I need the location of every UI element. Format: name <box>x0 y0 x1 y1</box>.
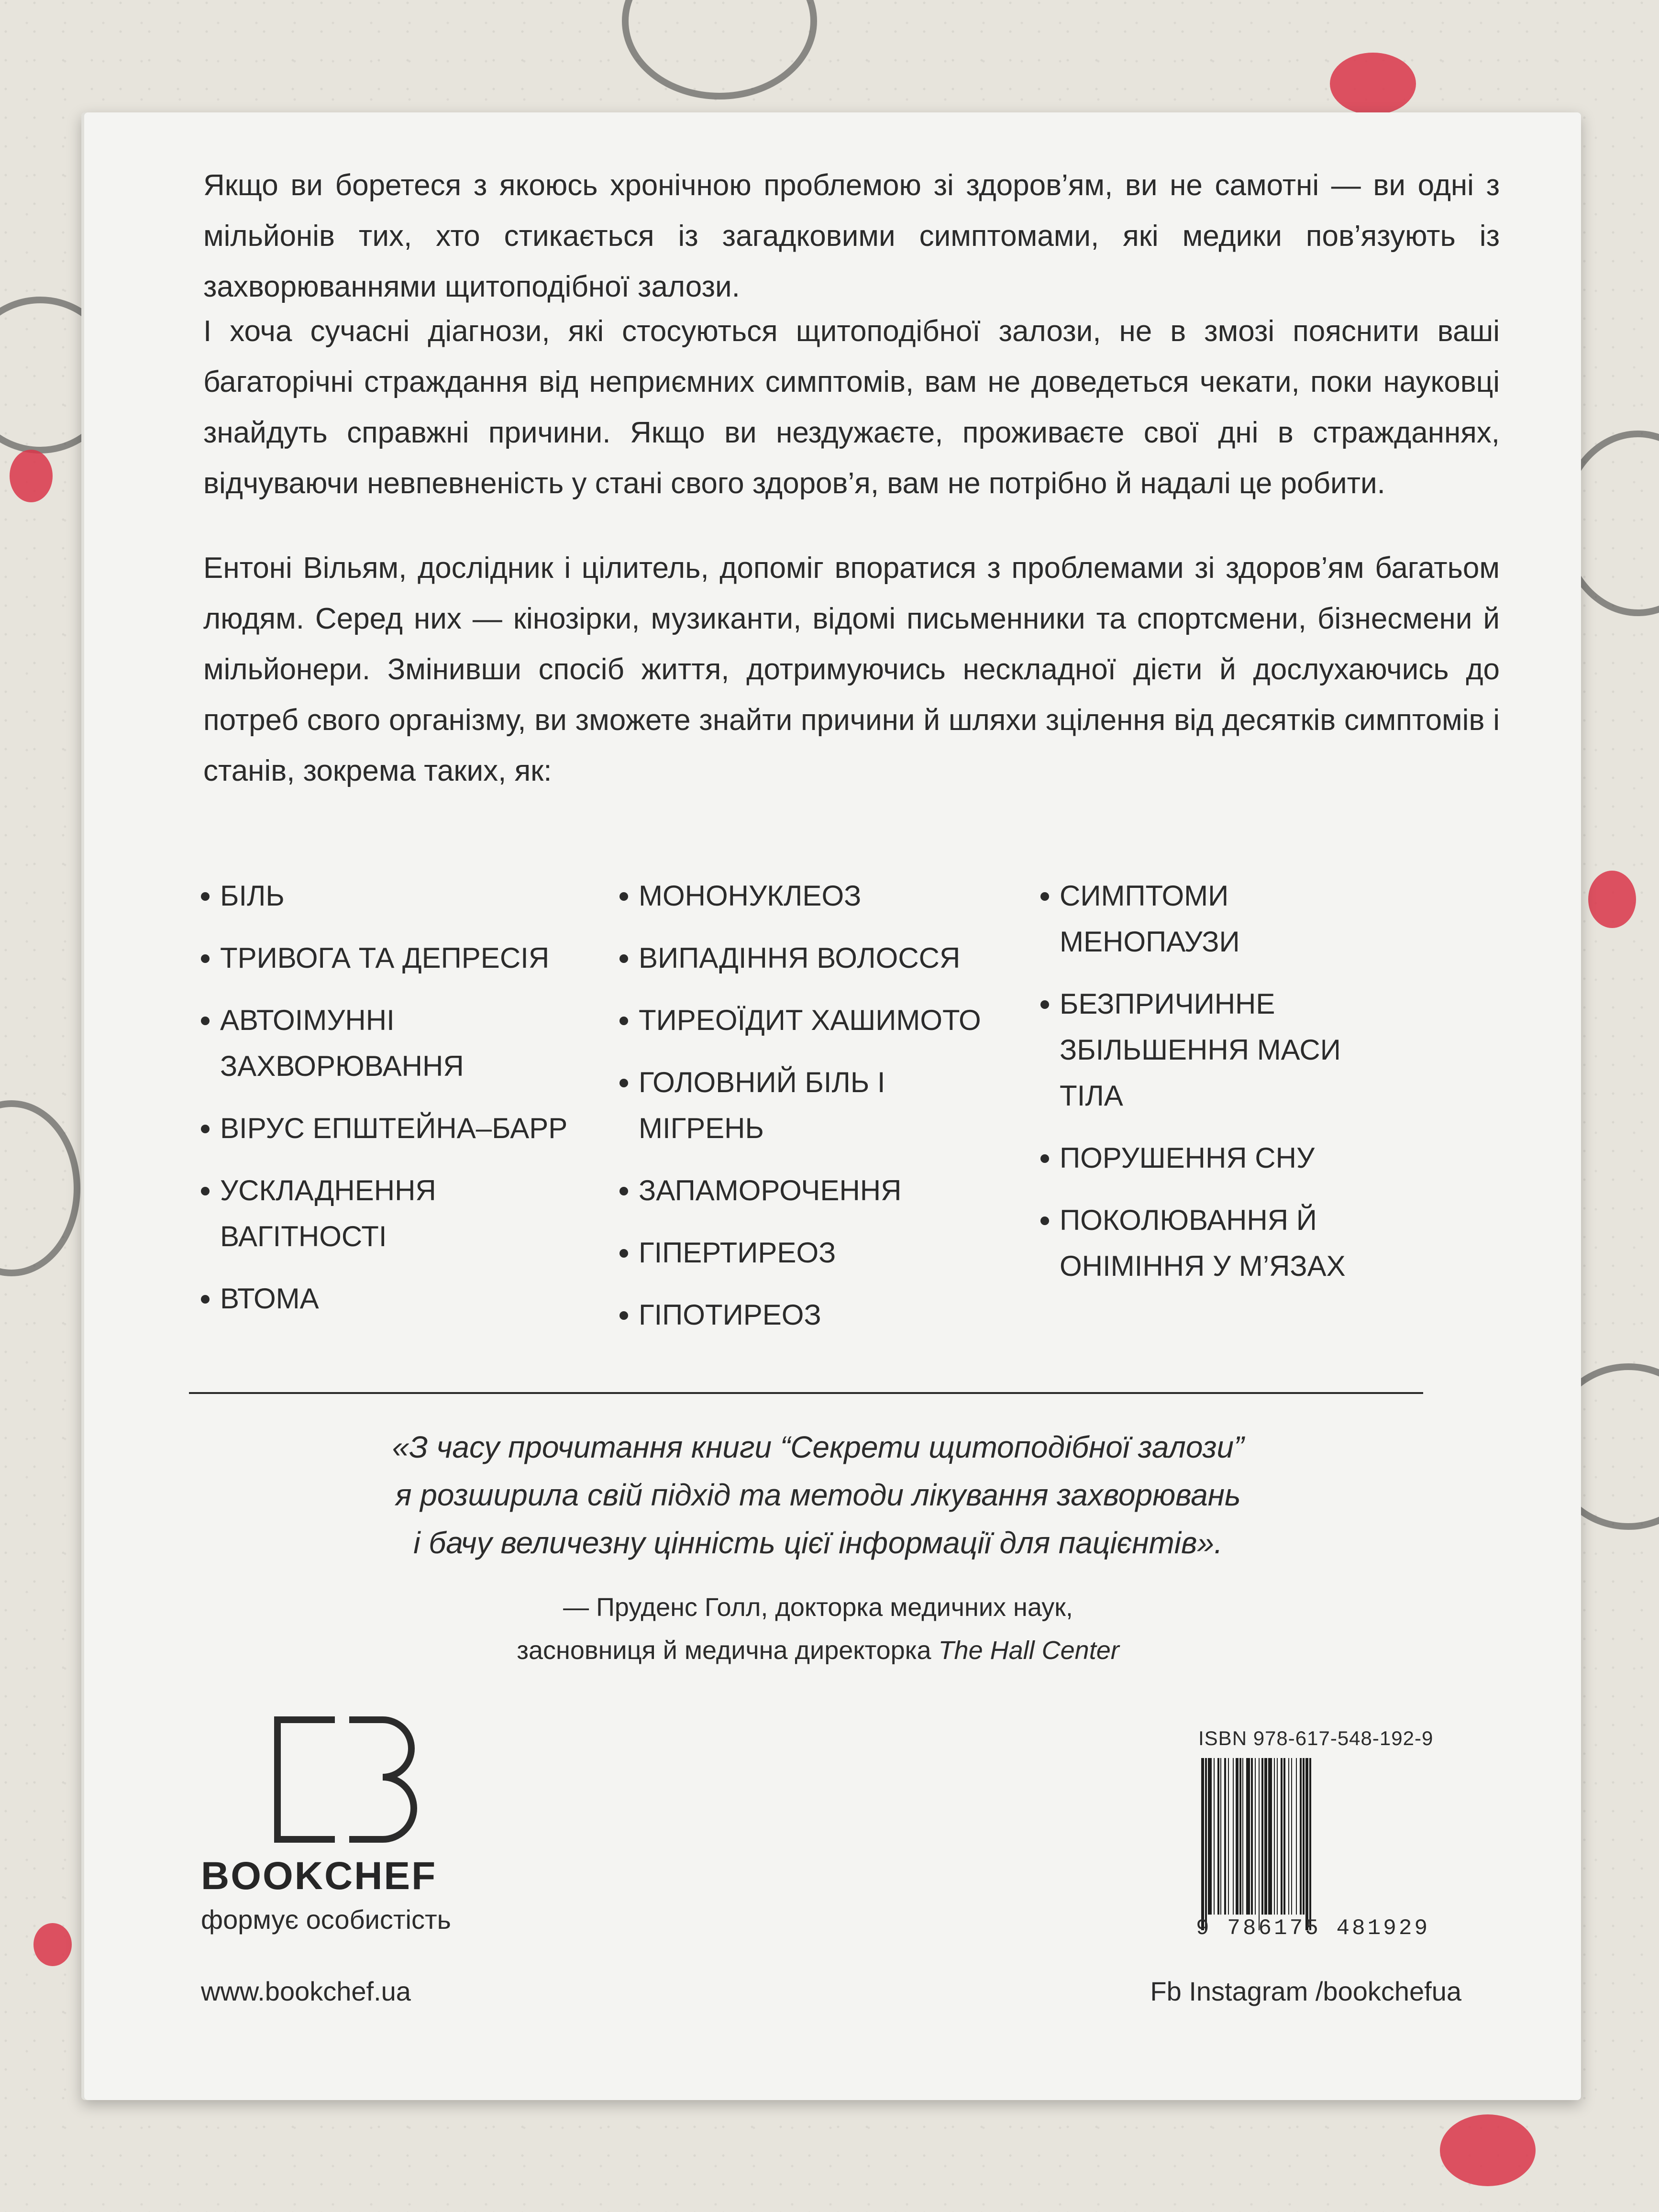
publisher-website: www.bookchef.ua <box>201 1976 411 2006</box>
list-item: СИМПТОМИ МЕНОПАУЗИ <box>1040 873 1289 965</box>
doodle-circle <box>0 1100 80 1276</box>
quote-attribution <box>201 1586 1435 1672</box>
intro-paragraph: Якщо ви боретеся з якоюсь хронічною проблемою зі здоров’ям, ви не самотні — ви одні з мільйонів тих, хто стикається із загадковими симптомами, які медики пов’язують із захворюваннями щитоподібної залози. <box>203 169 1500 303</box>
list-item: ВИПАДІННЯ ВОЛОССЯ <box>619 935 1050 981</box>
list-item: ГІПЕРТИРЕОЗ <box>619 1230 1050 1276</box>
list-item: ГОЛОВНИЙ БІЛЬ І МІГРЕНЬ <box>619 1060 887 1151</box>
book-back-cover <box>81 112 1581 2100</box>
red-dot <box>33 1923 72 1966</box>
symptom-list-column-2 <box>619 873 1050 1354</box>
barcode-bar <box>1236 1758 1239 1914</box>
quote-role: засновниця й медична директорка <box>517 1636 931 1665</box>
symptom-list-column-3 <box>1040 873 1471 1305</box>
barcode-digits: 9 786175 481929 <box>1196 1916 1430 1941</box>
list-item: ТИРЕОЇДИТ ХАШИМОТО <box>619 997 1050 1043</box>
list-item: ВІРУС ЕПШТЕЙНА–БАРР <box>201 1106 631 1151</box>
list-item: ТРИВОГА ТА ДЕПРЕСІЯ <box>201 935 631 981</box>
quote-author: — Пруденс Голл, докторка медичних наук, <box>563 1593 1073 1622</box>
barcode-icon <box>1198 1758 1466 1930</box>
red-dot <box>1330 53 1416 115</box>
barcode-bar <box>1309 1758 1311 1930</box>
barcode-bar <box>1268 1758 1272 1914</box>
doodle-circle <box>622 0 817 100</box>
list-item: МОНОНУКЛЕОЗ <box>619 873 1050 919</box>
barcode-bar <box>1239 1758 1241 1914</box>
barcode-bar <box>1228 1758 1229 1914</box>
list-item: АВТОІМУННІ ЗАХВОРЮВАННЯ <box>201 997 469 1089</box>
list-item: БЕЗПРИЧИННЕ ЗБІЛЬШЕННЯ МАСИ ТІЛА <box>1040 981 1385 1119</box>
list-item: УСКЛАДНЕННЯ ВАГІТНОСТІ <box>201 1168 469 1260</box>
author-paragraph: Ентоні Вільям, дослідник і цілитель, допоміг впоратися з проблемами зі здоров’ям багатьом людям. Серед них — кінозірки, музиканти, відомі письменники та спортсмени, бізнесмени й мільйонери. Змінивши спосіб життя, дотримуючись нескладної дієти й дослухаючись до потреб свого організму, ви зможете знайти причини й шляхи зцілення від десятків симптомів і станів, зокрема таких, як: <box>203 552 1500 787</box>
barcode-bar <box>1274 1758 1275 1914</box>
publisher-social: Fb Instagram /bookchefua <box>1150 1976 1461 2006</box>
barcode-bar <box>1288 1758 1289 1914</box>
list-item: БІЛЬ <box>201 873 631 919</box>
barcode-bar <box>1281 1758 1283 1914</box>
symptom-list-column-1 <box>201 873 631 1338</box>
red-dot <box>1588 871 1636 928</box>
isbn-label: ISBN 978-617-548-192-9 <box>1198 1727 1434 1749</box>
barcode-bar <box>1264 1758 1267 1914</box>
barcode-bar <box>1251 1758 1253 1914</box>
list-item: ПОКОЛЮВАННЯ Й ОНІМІННЯ У М’ЯЗАХ <box>1040 1197 1423 1289</box>
barcode-bar <box>1220 1758 1221 1914</box>
quote-line: «З часу прочитання книги “Секрети щитоподібної залози” <box>392 1430 1244 1464</box>
bookchef-logo-icon <box>273 1715 426 1844</box>
quote-line: і бачу величезну цінність цієї інформації для пацієнтів». <box>413 1526 1223 1560</box>
barcode-bar <box>1291 1758 1292 1914</box>
barcode-bar <box>1246 1758 1250 1914</box>
red-dot <box>10 450 53 502</box>
barcode-bar <box>1259 1758 1260 1930</box>
barcode-bar <box>1261 1758 1263 1914</box>
barcode-bar <box>1224 1758 1226 1914</box>
barcode-bar <box>1205 1758 1207 1930</box>
list-item: ПОРУШЕННЯ СНУ <box>1040 1135 1471 1181</box>
barcode-bar <box>1277 1758 1278 1914</box>
barcode-bar <box>1214 1758 1215 1914</box>
barcode-bar <box>1300 1758 1302 1914</box>
barcode-bar <box>1296 1758 1297 1914</box>
barcode-bar <box>1283 1758 1285 1914</box>
barcode-bar <box>1255 1758 1256 1914</box>
red-dot <box>1440 2114 1536 2186</box>
testimonial-quote <box>201 1423 1435 1567</box>
barcode-bar <box>1208 1758 1212 1914</box>
quote-line: я розширила свій підхід та методи лікування захворювань <box>395 1478 1241 1512</box>
divider <box>189 1392 1423 1394</box>
list-item: ГІПОТИРЕОЗ <box>619 1292 1050 1338</box>
diagnosis-paragraph: І хоча сучасні діагнози, які стосуються щитоподібної залози, не в змозі пояснити ваші багаторічні страждання від неприємних симптомів, вам не доведеться чекати, поки науковці знайдуть справжні причини. Якщо ви нездужаєте, проживаєте свої дні в стражданнях, відчуваючи невпевненість у стані свого здоров’я, вам не потрібно й надалі це робити. <box>203 315 1500 500</box>
list-item: ВТОМА <box>201 1276 631 1322</box>
barcode-bar <box>1217 1758 1219 1914</box>
barcode-bar <box>1233 1758 1234 1914</box>
quote-role-line <box>201 1629 1435 1672</box>
list-item: ЗАПАМОРОЧЕННЯ <box>619 1168 1050 1214</box>
barcode-bar <box>1305 1758 1308 1930</box>
publisher-slogan: формує особистість <box>201 1904 451 1935</box>
quote-institution: The Hall Center <box>938 1636 1119 1665</box>
barcode-bar <box>1242 1758 1243 1914</box>
barcode-bar <box>1201 1758 1204 1930</box>
publisher-brand: BOOKCHEF <box>201 1854 437 1898</box>
barcode-bar <box>1303 1758 1305 1914</box>
